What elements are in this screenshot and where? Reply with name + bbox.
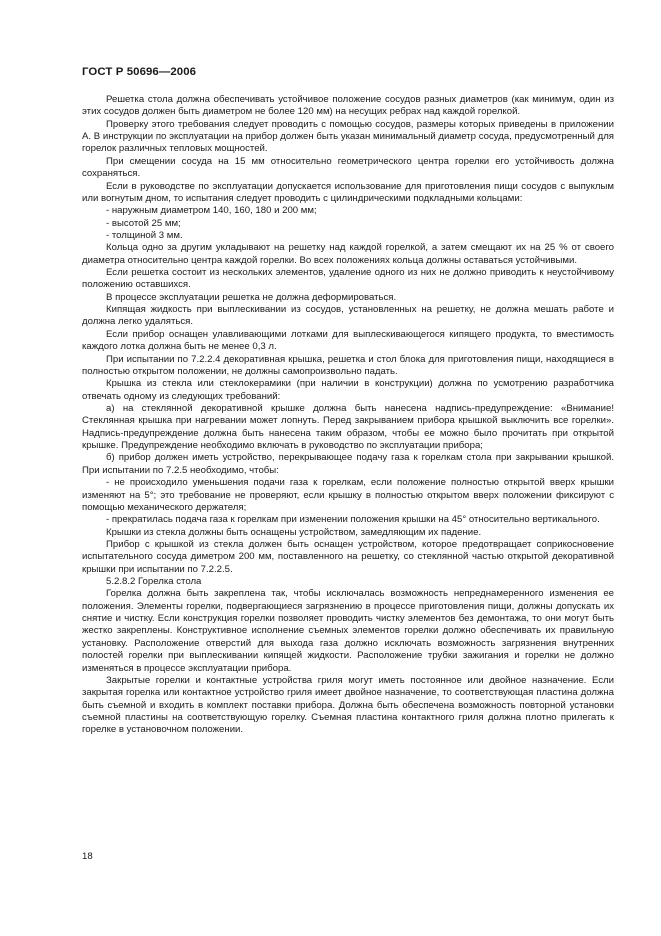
paragraph: - не происходило уменьшения подачи газа к горелкам, если положение полностью открытой вверх крышки изменяют на 5°; это требование не проверяют, если крышку в полностью открытом вверх положении фиксируют с помощью механического держателя; (82, 477, 614, 513)
paragraph: Если в руководстве по эксплуатации допускается использование для приготовления пищи сосудов с выпуклым или вогнутым дном, то испытания следует проводить с цилиндрическими подкладными кольцами: (82, 180, 614, 204)
paragraph: а) на стеклянной декоративной крышке должна быть нанесена надпись-предупреждение: «Внимание! Стеклянная крышка при нагревании может лопнуть. Перед закрыванием прибора крышкой выключить все горелки». Надпись-предупреждение должна быть нанесена таким образом, чтобы ее можно было прочитать при открытой крышке. Предупреждение необходимо включать в руководство по эксплуатации прибора; (82, 402, 614, 452)
paragraph: Кольца одно за другим укладывают на решетку над каждой горелкой, а затем смещают их на 25 % от своего диаметра относительно центра каждой горелки. Во всех положениях кольца должны оставаться устойчивыми. (82, 242, 614, 266)
paragraph: Закрытые горелки и контактные устройства гриля могут иметь постоянное или двойное назначение. Если закрытая горелка или контактное устройство гриля имеет двойное назначение, то соответствующая пластина должна быть съемной и входить в комплект поставки прибора. Должна быть обеспечена возможность повторной установки съемной пластины на соответствующую горелку. Съемная пластина контактного гриля должна плотно прилегать к горелке в установочном положении. (82, 674, 614, 736)
paragraph: - прекратилась подача газа к горелкам при изменении положения крышки на 45° относительно вертикального. (106, 514, 600, 526)
list-item: - наружным диаметром 140, 160, 180 и 200 мм; (106, 205, 317, 217)
paragraph: 5.2.8.2 Горелка стола (106, 576, 202, 588)
paragraph: Горелка должна быть закреплена так, чтобы исключалась возможность непреднамеренного изменения ее положения. Элементы горелки, подвергающиеся загрязнению в процессе приготовления пищи, должны допускать их снятие и чистку. Если конструкция горелки позволяет проводить чистку элементов без демонтажа, то они могут быть жестко закреплены. Конструктивное исполнение съемных элементов горелки должно обеспечивать их правильную установку. Расположение отверстий для выхода газа должно исключать возможность загрязнения внутренних полостей горелки при выплескивании кипящей жидкости. Расположение трубки зажигания и горелки не должно изменяться в процессе эксплуатации прибора. (82, 588, 614, 674)
list-item: - высотой 25 мм; (106, 217, 181, 229)
paragraph: Крышка из стекла или стеклокерамики (при наличии в конструкции) должна по усмотрению разработчика отвечать одному из следующих требований: (82, 378, 614, 402)
paragraph: Кипящая жидкость при выплескивании из сосудов, установленных на решетку, не должна мешать работе и должна легко удаляться. (82, 304, 614, 328)
paragraph: Крышки из стекла должны быть оснащены устройством, замедляющим их падение. (106, 526, 482, 538)
paragraph: При смещении сосуда на 15 мм относительно геометрического центра горелки его устойчивость должна сохраняться. (82, 155, 614, 180)
document-title: ГОСТ Р 50696—2006 (82, 66, 197, 78)
document-body (82, 94, 614, 737)
paragraph: В процессе эксплуатации решетка не должна деформироваться. (106, 291, 397, 303)
paragraph: Проверку этого требования следует проводить с помощью сосудов, размеры которых приведены в приложении А. В инструкции по эксплуатации на прибор должен быть указан минимальный диаметр сосуда, предусмотренный для горелок различных тепловых мощностей. (82, 118, 614, 155)
paragraph: Прибор с крышкой из стекла должен быть оснащен устройством, которое предотвращает соприкосновение испытательного сосуда диметром 200 мм, поставленного на решетку, со стеклянной частью открытой декоративной крышки при испытании по 7.2.2.5. (82, 538, 614, 575)
paragraph: б) прибор должен иметь устройство, перекрывающее подачу газа к горелкам стола при закрывании крышкой. При испытании по 7.2.5 необходимо, чтобы: (82, 452, 614, 476)
paragraph: Если решетка состоит из нескольких элементов, удаление одного из них не должно приводить к неустойчивому положению оставшихся. (82, 267, 614, 291)
paragraph: При испытании по 7.2.2.4 декоративная крышка, решетка и стол блока для приготовления пищи, находящиеся в полностью открытом положении, не должны самопроизвольно падать. (82, 353, 614, 377)
list-item: - толщиной 3 мм. (106, 229, 183, 241)
paragraph: Если прибор оснащен улавливающими лотками для выплескивающегося кипящего продукта, то вместимость каждого лотка должна быть не менее 0,3 л. (82, 328, 614, 353)
paragraph: Решетка стола должна обеспечивать устойчивое положение сосудов разных диаметров (как минимум, один из этих сосудов должен быть диаметром не более 120 мм) на несущих ребрах над каждой горелкой. (82, 94, 614, 118)
page-number: 18 (82, 851, 93, 862)
